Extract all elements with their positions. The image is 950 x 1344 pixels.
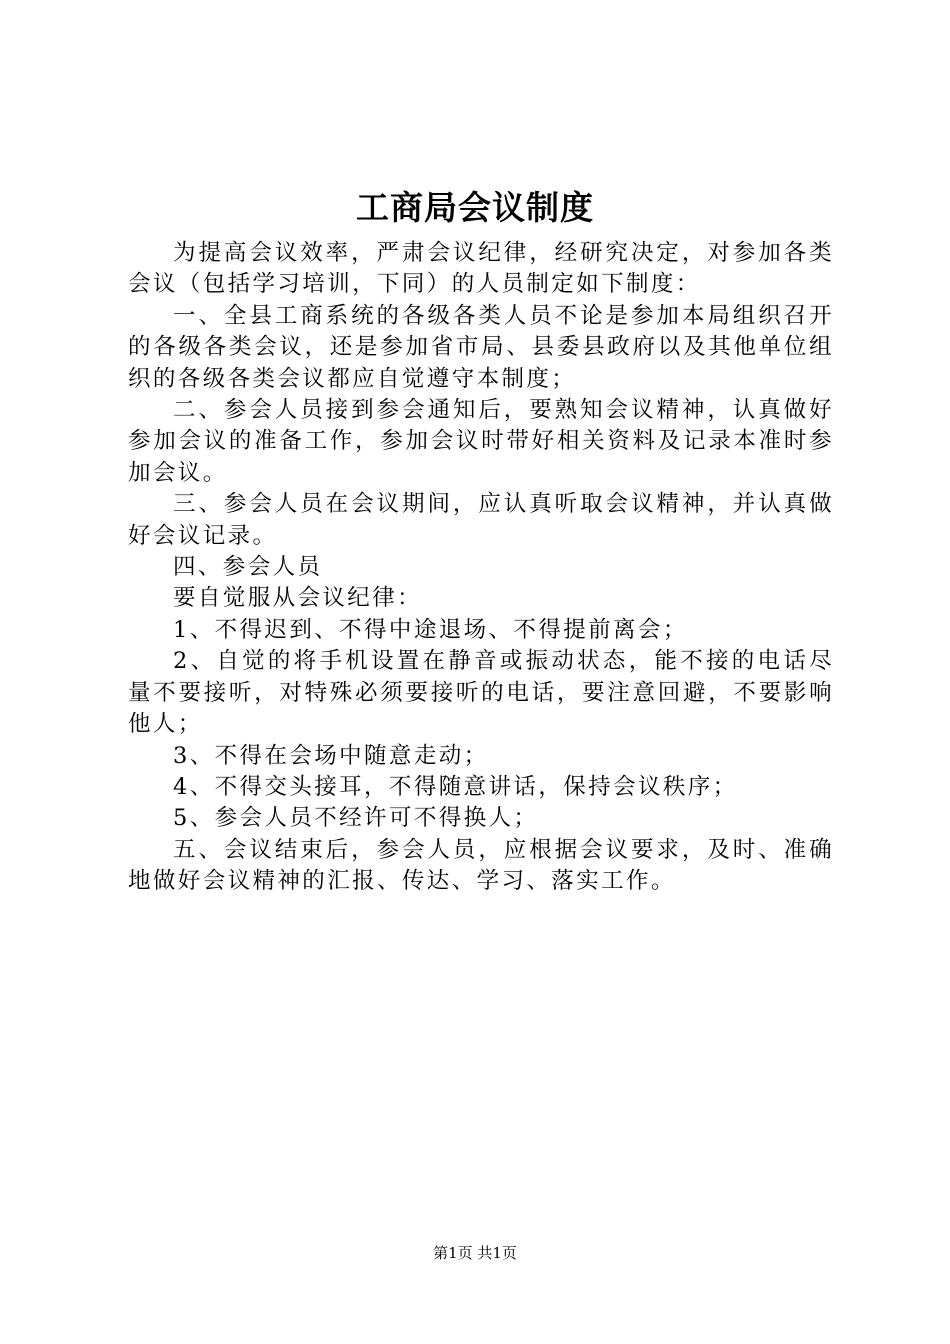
page-footer: 第1页 共1页 xyxy=(433,1244,517,1262)
paragraph-discipline-intro: 要自觉服从会议纪律： xyxy=(173,585,423,612)
paragraph-item-5: 五、会议结束后，参会人员，应根据会议要求，及时、准确地做好会议精神的汇报、传达、学习、落实工作。 xyxy=(128,836,834,895)
paragraph-intro: 为提高会议效率，严肃会议纪律，经研究决定，对参加各类会议（包括学习培训，下同）的人员制定如下制度： xyxy=(128,240,834,298)
paragraph-item-4: 四、参会人员 xyxy=(173,554,323,581)
paragraph-rule-2: 2、自觉的将手机设置在静音或振动状态，能不接的电话尽量不要接听，对特殊必须要接听的电话，要注意回避，不要影响他人； xyxy=(128,648,834,738)
paragraph-item-3: 三、参会人员在会议期间，应认真听取会议精神，并认真做好会议记录。 xyxy=(128,491,834,549)
paragraph-item-1: 一、全县工商系统的各级各类人员不论是参加本局组织召开的各级各类会议，还是参加省市局、县委县政府以及其他单位组织的各级各类会议都应自觉遵守本制度； xyxy=(128,302,834,392)
paragraph-rule-4: 4、不得交头接耳，不得随意讲话，保持会议秩序； xyxy=(173,773,738,800)
paragraph-rule-1: 1、不得迟到、不得中途退场、不得提前离会； xyxy=(173,616,688,643)
paragraph-item-2: 二、参会人员接到参会通知后，要熟知会议精神，认真做好参加会议的准备工作，参加会议时带好相关资料及记录本准时参加会议。 xyxy=(128,397,834,486)
paragraph-rule-5: 5、参会人员不经许可不得换人； xyxy=(173,805,539,832)
document-title: 工商局会议制度 xyxy=(356,188,594,227)
document-body xyxy=(128,238,834,898)
paragraph-rule-3: 3、不得在会场中随意走动； xyxy=(173,742,489,769)
